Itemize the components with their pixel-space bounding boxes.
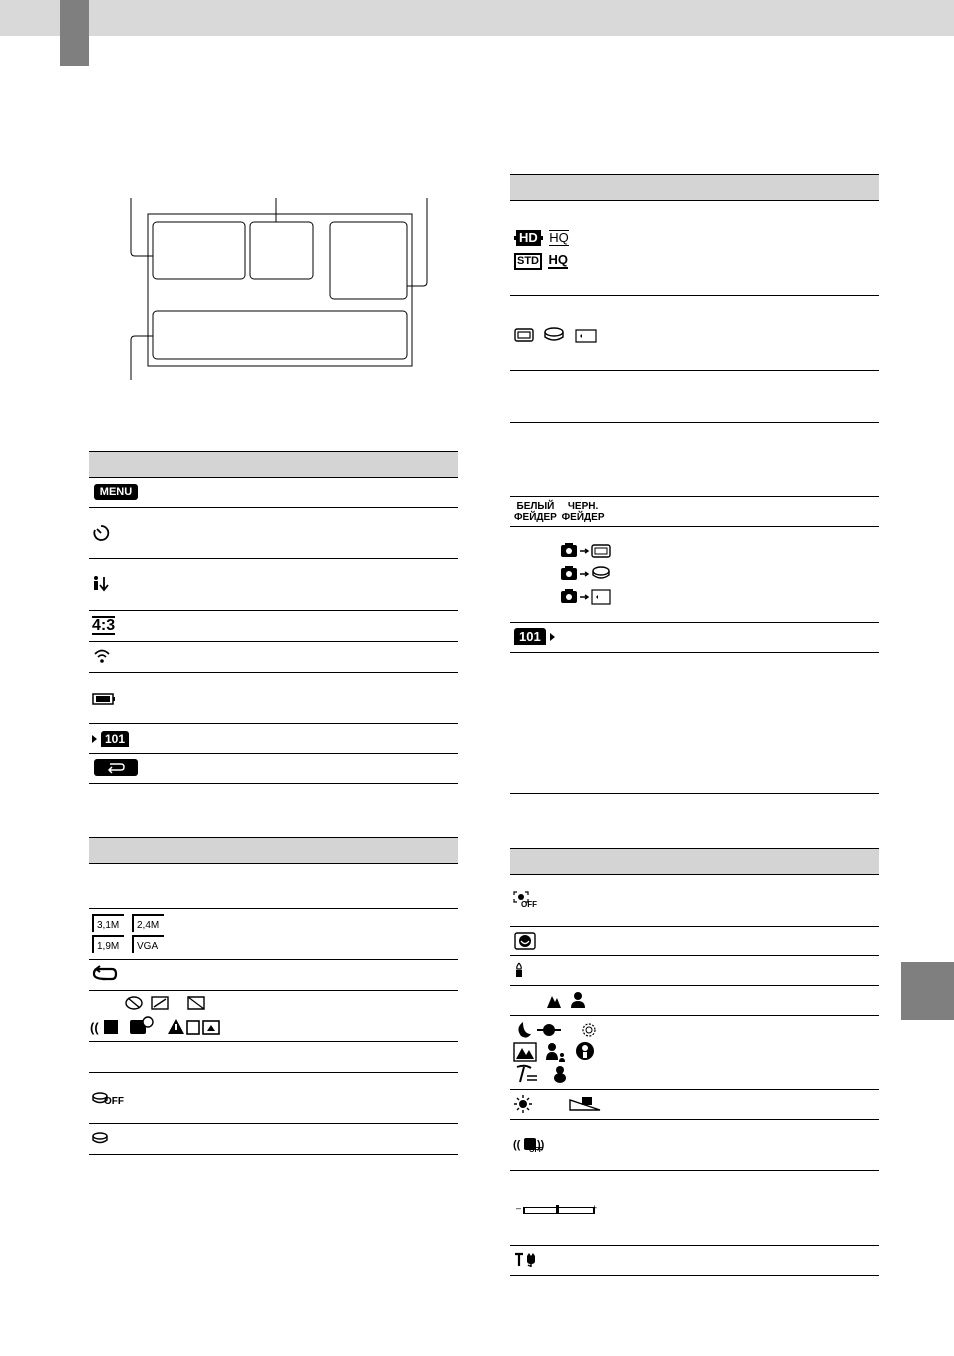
fader-white-line1: БЕЛЫЙ [516, 501, 555, 512]
menu-button-icon [94, 484, 138, 500]
folder-101-label-right: 101 [514, 628, 546, 645]
repeat-icon [92, 965, 118, 983]
size-2-4m-label: 2,4M [137, 920, 160, 931]
svg-text:((: (( [90, 1020, 99, 1035]
right-table-1-header [510, 174, 879, 201]
folder-101-label: 101 [101, 731, 129, 747]
battery-icon [92, 693, 116, 705]
hd-label: HD [514, 230, 543, 246]
exposure-plus-label: + [592, 1203, 598, 1213]
hq-label-1: HQ [549, 230, 569, 245]
spotlight-icon [514, 962, 524, 978]
fader-labels [514, 501, 605, 523]
size-vga-label: VGA [137, 941, 159, 952]
white-balance-icons [514, 1094, 604, 1114]
side-tab [901, 962, 954, 1020]
hq-label-2: HQ [548, 252, 568, 267]
page-header-bar [0, 0, 954, 36]
fader-black-line1: ЧЕРН. [567, 501, 599, 512]
hdd-icon [92, 1131, 108, 1145]
folder-101-next-icon [514, 628, 555, 646]
right-table-2-header [510, 848, 879, 875]
return-button-icon [94, 759, 138, 776]
hdd-off-label: OFF [104, 1096, 124, 1107]
left-table-2-header [89, 837, 458, 864]
left-table-1-header [89, 451, 458, 478]
face-index-icon [93, 575, 111, 593]
aspect-4-3-icon [92, 616, 115, 635]
std-label: STD [514, 253, 542, 270]
fader-white-line2: ФЕЙДЕР [514, 512, 557, 523]
self-timer-icon [92, 524, 110, 542]
folder-101-icon [92, 730, 129, 748]
steadyshot-off-icon [513, 1136, 553, 1156]
page-corner-tab [60, 0, 89, 66]
screen-layout-diagram [120, 190, 440, 390]
menu-button-label: MENU [99, 486, 133, 498]
size-1-9m-label: 1,9M [97, 941, 120, 952]
face-detect-off-label: OFF [521, 900, 537, 909]
fader-black-line2: ФЕЙДЕР [561, 512, 605, 523]
wireless-icon [93, 648, 111, 664]
face-detect-off-icon [513, 891, 543, 911]
warning-icons [90, 994, 230, 1038]
media-icons [514, 326, 598, 344]
portrait-landscape-icons [546, 990, 588, 1010]
size-3-1m-label: 3,1M [97, 920, 120, 931]
aspect-4-3-label: 4:3 [92, 617, 116, 634]
image-size-icons [92, 914, 192, 954]
scene-icons [513, 1020, 613, 1086]
steadyshot-off-label: OFF [529, 1147, 543, 1154]
hd-hq-icon [514, 229, 569, 247]
smile-shutter-icon [514, 932, 536, 950]
svg-text:((: (( [513, 1139, 521, 1151]
exposure-bar-icon [516, 1203, 600, 1217]
hdd-off-icon [92, 1088, 132, 1108]
photo-copy-icons [560, 541, 616, 609]
std-hq-icon [514, 251, 568, 270]
exposure-minus-label: – [516, 1203, 522, 1213]
svg-text:)): )) [537, 1139, 545, 1151]
tele-macro-icon [514, 1252, 538, 1268]
